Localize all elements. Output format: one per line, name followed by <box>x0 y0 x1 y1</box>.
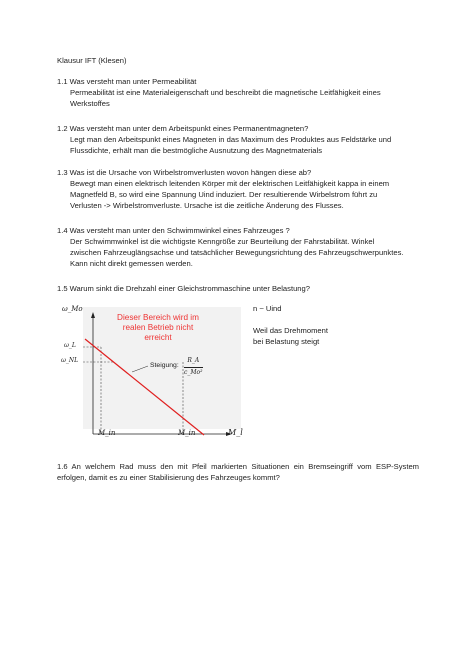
question-1-1: 1.1 Was versteht man unter Permeabilität <box>57 77 197 86</box>
answer-1-1-line-2: Werkstoffes <box>70 99 110 108</box>
answer-1-3-line-1: Bewegt man einen elektrisch leitenden Körper mit der elektrischen Leitfähigkeit kappa in einem <box>70 179 390 188</box>
y-axis-label: ω_Mo <box>62 305 83 313</box>
dc-machine-speed-torque-figure <box>58 302 241 442</box>
slope-label: Steigung: <box>150 362 179 369</box>
answer-1-4-line-1: Der Schwimmwinkel ist die wichtigste Kenngröße zur Beurteilung der Fahrstabilität. Winkel <box>70 237 375 246</box>
note-drehmoment-2: bei Belastung steigt <box>253 337 320 346</box>
question-1-2: 1.2 Was versteht man unter dem Arbeitspunkt eines Permanentmagneten? <box>57 124 309 133</box>
question-1-5: 1.5 Warum sinkt die Drehzahl einer Gleichstrommaschine unter Belastung? <box>57 284 310 293</box>
answer-1-2-line-2: Flussdichte, erhält man die bestmögliche Ausnutzung des Magnetmaterials <box>70 146 322 155</box>
characteristic-line <box>85 339 204 435</box>
question-1-3: 1.3 Was ist die Ursache von Wirbelstromverlusten wovon hängen diese ab? <box>57 168 312 177</box>
omega-l-label: ω_L <box>64 342 76 349</box>
slope-denominator: c_Mo² <box>184 368 203 376</box>
operating-range-annotation: Dieser Bereich wird im realen Betrieb nicht erreicht <box>117 313 199 342</box>
omega-nl-label: ω_NL <box>61 357 79 364</box>
answer-1-3-line-3: Verlusten -> Wirbelstromverluste. Ursache ist die zeitliche Änderung des Flusses. <box>70 201 344 210</box>
m-in-label-1: M_in <box>98 429 116 437</box>
slope-numerator: R_A <box>184 356 203 368</box>
answer-1-4-line-3: Kann nicht direkt gemessen werden. <box>70 259 193 268</box>
m-in-label-2: M_in <box>178 429 196 437</box>
note-n-uind: n ~ Uind <box>253 304 282 313</box>
answer-1-2-line-1: Legt man den Arbeitspunkt eines Magneten in das Maximum des Produktes aus Feldstärke und <box>70 135 392 144</box>
y-axis-arrow <box>91 312 95 318</box>
answer-1-4-line-2: zwischen Fahrzeuglängsachse und tatsächlicher Bewegungsrichtung des Fahrzeugschwerpunktes. <box>70 248 404 257</box>
slope-formula <box>184 356 203 378</box>
question-1-6-line-1: 1.6 An welchem Rad muss den mit Pfeil markierten Situationen ein Bremseingriff vom ESP-System <box>57 462 419 471</box>
x-axis-label: M_l <box>228 428 243 437</box>
answer-1-1-line-1: Permeabilität ist eine Materialeigenschaft und beschreibt die magnetische Leitfähigkeit eines <box>70 88 381 97</box>
slope-pointer <box>132 366 148 372</box>
answer-1-3-line-2: Magnetfeld B, so wird eine Spannung Uind induziert. Der resultierende Wirbelstrom führt zu <box>70 190 378 199</box>
document-title: Klausur IFT (Klesen) <box>57 56 127 65</box>
question-1-4: 1.4 Was versteht man unter den Schwimmwinkel eines Fahrzeuges ? <box>57 226 290 235</box>
note-drehmoment-1: Weil das Drehmoment <box>253 326 328 335</box>
question-1-6-line-2: erfolgen, damit es zu einer Stabilisierung des Fahrzeuges kommt? <box>57 473 280 482</box>
